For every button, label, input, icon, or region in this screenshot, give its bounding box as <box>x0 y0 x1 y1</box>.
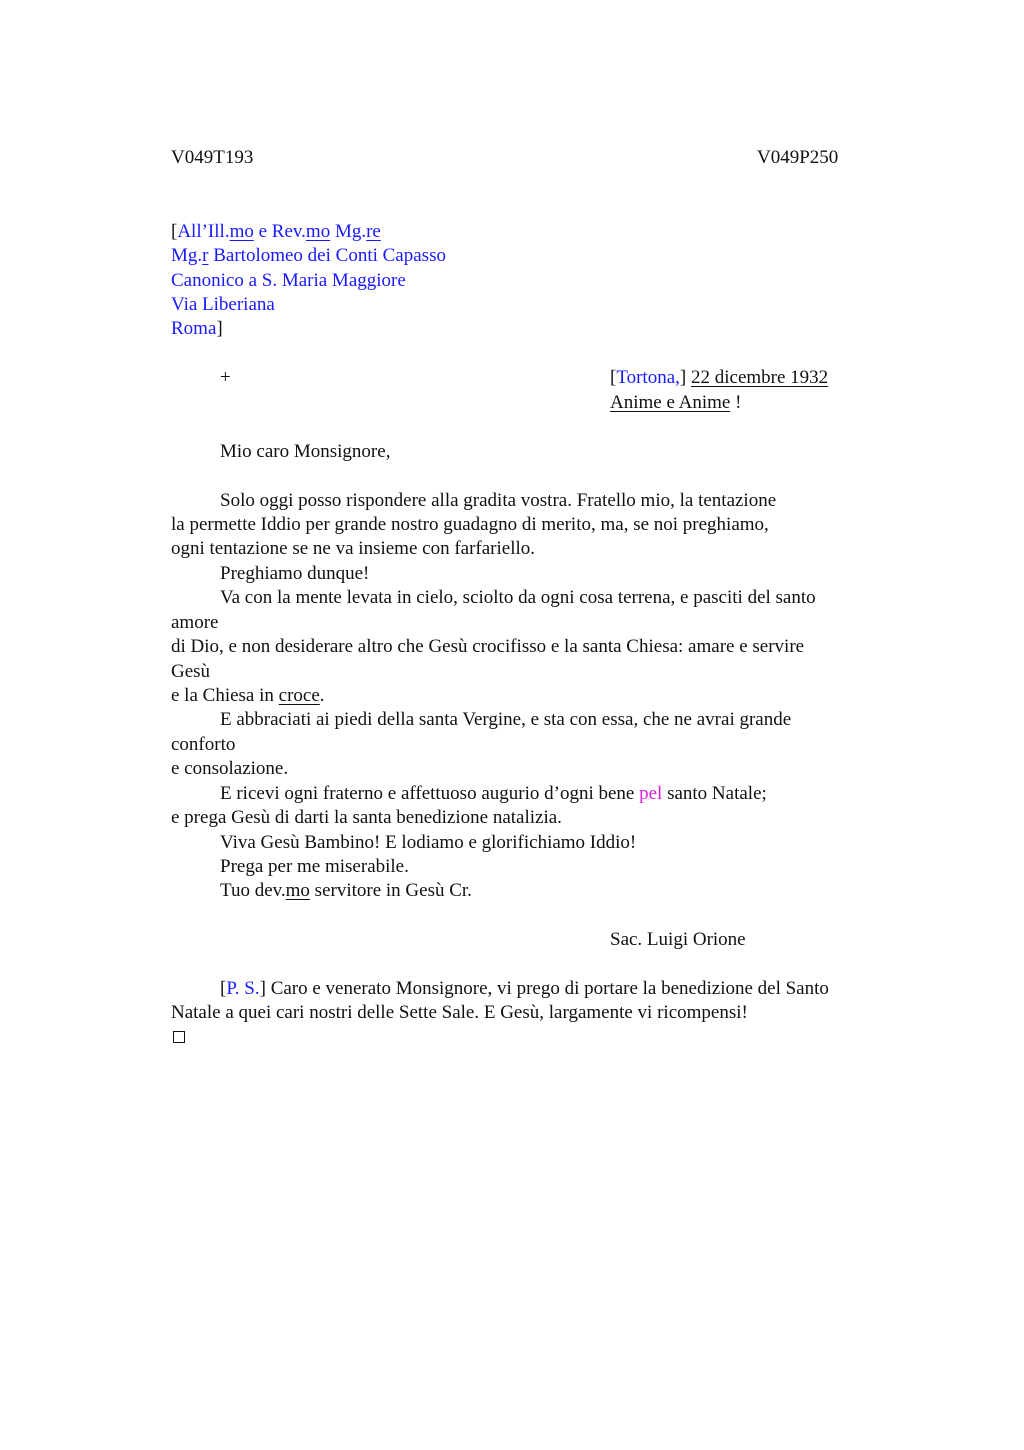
cross-mark: + <box>220 367 231 388</box>
address-line-1: [All’Ill.mo e Rev.mo Mg.re <box>171 221 381 242</box>
motto: Anime e Anime ! <box>610 392 742 413</box>
postscript-label: P. S. <box>226 978 260 999</box>
signature: Sac. Luigi Orione <box>610 929 746 950</box>
address-line-2: Mg.r Bartolomeo dei Conti Capasso <box>171 245 446 266</box>
body-line: Viva Gesù Bambino! E lodiamo e glorifichiamo Iddio! <box>220 832 637 853</box>
postscript-line-2: Natale a quei cari nostri delle Sette Sale. E Gesù, largamente vi ricompensi! <box>171 1002 748 1023</box>
postscript-line-1: [P. S.] Caro e venerato Monsignore, vi prego di portare la benedizione del Santo <box>220 978 829 999</box>
body-line: ogni tentazione se ne va insieme con farfariello. <box>171 538 536 559</box>
body-line: Tuo dev.mo servitore in Gesù Cr. <box>220 880 472 901</box>
body-line: e la Chiesa in croce. <box>171 685 325 706</box>
dateline-place: Tortona, <box>616 367 680 388</box>
document-code-right: V049P250 <box>757 147 839 168</box>
body-line: e consolazione. <box>171 758 289 779</box>
body-line: Gesù <box>171 661 211 682</box>
body-line: di Dio, e non desiderare altro che Gesù crocifisso e la santa Chiesa: amare e servire <box>171 636 805 657</box>
salutation: Mio caro Monsignore, <box>220 441 391 462</box>
address-line-4: Via Liberiana <box>171 294 275 315</box>
dateline-date: 22 dicembre 1932 <box>690 367 829 388</box>
highlighted-word: pel <box>639 783 663 804</box>
document-code-left: V049T193 <box>171 147 254 168</box>
dateline: [Tortona,] 22 dicembre 1932 <box>610 367 829 388</box>
body-line: Preghiamo dunque! <box>220 563 370 584</box>
body-line: e prega Gesù di darti la santa benedizione natalizia. <box>171 807 562 828</box>
body-line: Prega per me miserabile. <box>220 856 409 877</box>
body-line: E abbraciati ai piedi della santa Vergine, e sta con essa, che ne avrai grande <box>220 709 792 730</box>
body-line: conforto <box>171 734 236 755</box>
body-line: Va con la mente levata in cielo, sciolto da ogni cosa terrena, e pasciti del santo <box>220 587 816 608</box>
end-box-icon <box>173 1031 185 1043</box>
body-line: Solo oggi posso rispondere alla gradita vostra. Fratello mio, la tentazione <box>220 490 777 511</box>
body-line: la permette Iddio per grande nostro guadagno di merito, ma, se noi preghiamo, <box>171 514 769 535</box>
address-line-5: Roma] <box>171 318 223 339</box>
body-line: E ricevi ogni fraterno e affettuoso augurio d’ogni bene pel santo Natale; <box>220 783 767 804</box>
body-line: amore <box>171 612 219 633</box>
address-line-3: Canonico a S. Maria Maggiore <box>171 270 406 291</box>
